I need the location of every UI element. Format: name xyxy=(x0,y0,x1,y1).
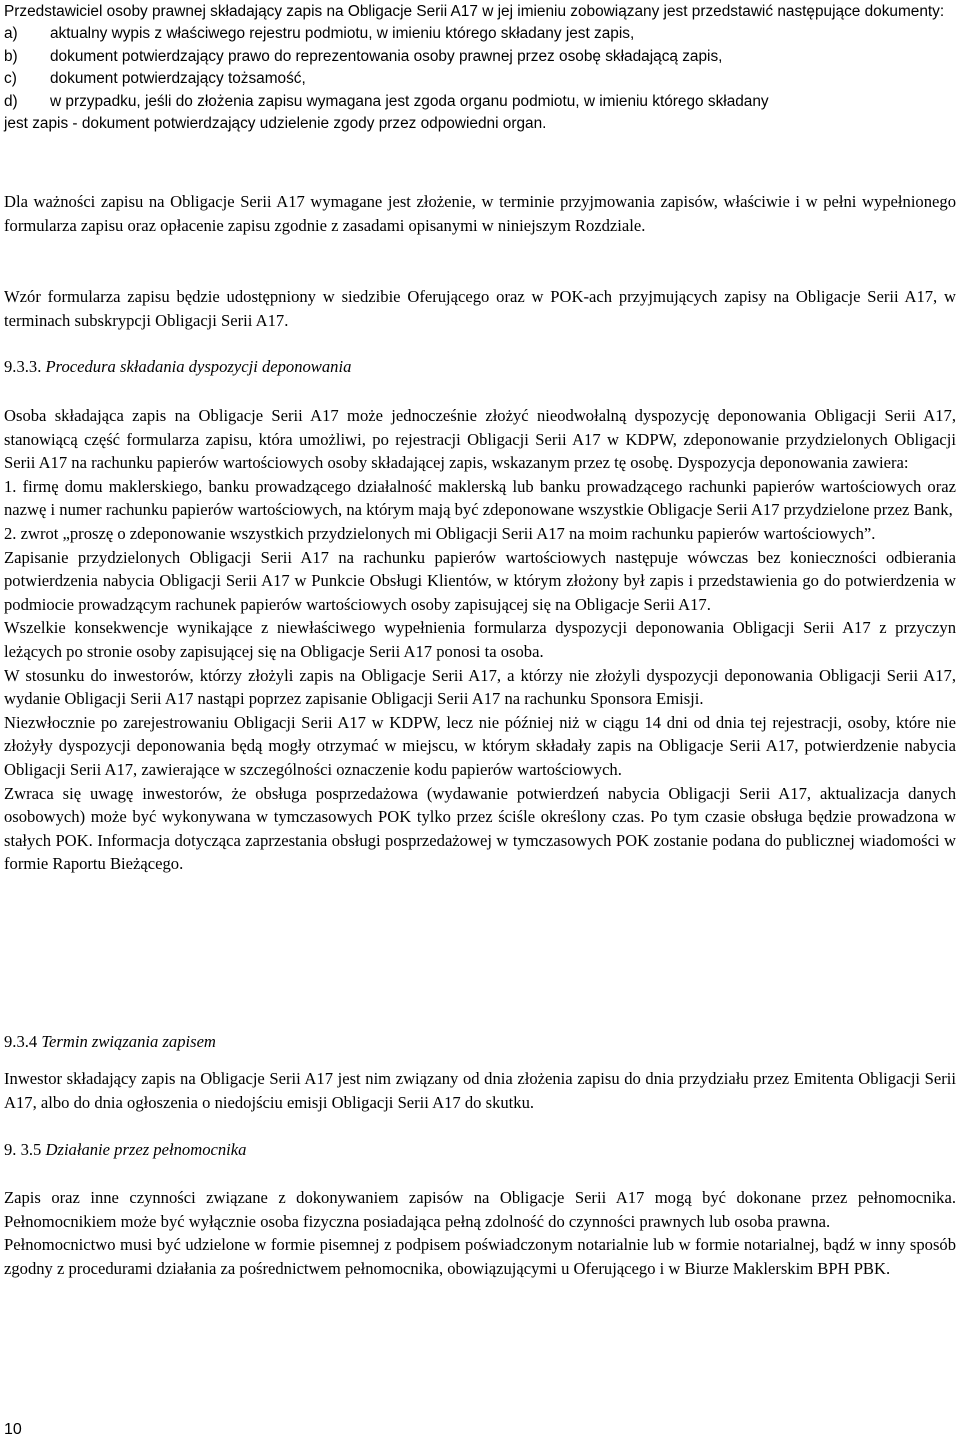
paragraph xyxy=(4,285,956,332)
list-text: dokument potwierdzający prawo do reprezentowania osoby prawnej przez osobę składającą zapis, xyxy=(50,47,723,65)
list-marker: b) xyxy=(4,47,18,65)
paragraph-text: Pełnomocnictwo musi być udzielone w formie pisemnej z podpisem poświadczonym notarialnie lub w formie notarialnej, bądź w inny sposób zgodny z procedurami działania za pośrednictwem pełnomocnika, obowiązującymi u Oferującego i w Biurze Maklerskim BPH PBK. xyxy=(4,1235,956,1278)
section-heading-934 xyxy=(4,1030,956,1054)
paragraph-text: Wszelkie konsekwencje wynikające z niewłaściwego wypełnienia formularza dyspozycji deponowania Obligacji Serii A17 z przyczyn leżących po stronie osoby zapisującej się na Obligacje Serii A17 ponosi ta osoba. xyxy=(4,618,956,661)
list-marker: c) xyxy=(4,70,17,88)
page-number: 10 xyxy=(4,1421,22,1438)
paragraph xyxy=(4,190,956,237)
paragraph-text: Osoba składająca zapis na Obligacje Serii A17 może jednocześnie złożyć nieodwołalną dyspozycję deponowania Obligacji Serii A17, stanowiącą część formularza zapisu, która umożliwi, po rejestracji Obligacji Serii A17 w KDPW, zdeponowanie przydzielonych Obligacji Serii A17 na rachunku papierów wartościowych osoby składającej zapis, wskazanym przez tę osobę. Dyspozycja deponowania zawiera: xyxy=(4,406,956,473)
paragraph-text: Zapisanie przydzielonych Obligacji Serii A17 na rachunku papierów wartościowych następuje wówczas bez konieczności odbierania potwierdzenia nabycia Obligacji Serii A17 w Punkcie Obsługi Klientów, w którym złożony był zapis i przedstawienia go do potwierdzenia w podmiocie prowadzącym rachunek papierów wartościowych osoby zapisującej się na Obligacje Serii A17. xyxy=(4,547,956,614)
list-text: aktualny wypis z właściwego rejestru podmiotu, w imieniu którego składany jest zapis, xyxy=(50,25,635,43)
paragraph-text: Wzór formularza zapisu będzie udostępniony w siedzibie Oferującego oraz w POK-ach przyjmujących zapisy na Obligacje Serii A17, w terminach subskrypcji Obligacji Serii A17. xyxy=(4,287,956,330)
list-item xyxy=(4,46,956,68)
intro-lead: Przedstawiciel osoby prawnej składający zapis na Obligacje Serii A17 w jej imieniu zobowiązany jest przedstawić następujące dokumenty: xyxy=(4,3,945,20)
paragraph-text: Zapis oraz inne czynności związane z dokonywaniem zapisów na Obligacje Serii A17 mogą być dokonane przez pełnomocnika. Pełnomocnikiem może być wyłącznie osoba fizyczna posiadająca pełną zdolność do czynności prawnych lub osoba prawna. xyxy=(4,1188,956,1231)
paragraph-text: Zwraca się uwagę inwestorów, że obsługa posprzedażowa (wydawanie potwierdzeń nabycia Obligacji Serii A17, aktualizacja danych osobowych) może być wykonywana w tymczasowych POK tylko przez ściśle określony czas. Po tym czasie obsługa będzie prowadzona w stałych POK. Informacja dotycząca zaprzestania obsługi posprzedażowej w tymczasowych POK zostanie podana do publicznej wiadomości w formie Raportu Bieżącego. xyxy=(4,783,956,874)
section-933-body xyxy=(4,404,956,876)
section-title: Termin związania zapisem xyxy=(41,1032,216,1051)
paragraph-text: W stosunku do inwestorów, którzy złożyli zapis na Obligacje Serii A17, a którzy nie złożyli dyspozycji deponowania Obligacji Serii A17, wydanie Obligacji Serii A17 nastąpi poprzez zapisanie Obligacji Serii A17 na rachunku Sponsora Emisji. xyxy=(4,665,956,709)
section-title: Procedura składania dyspozycji deponowania xyxy=(45,357,352,376)
list-item xyxy=(4,68,956,90)
list-item xyxy=(4,91,956,113)
section-935-body xyxy=(4,1186,956,1280)
section-heading-933 xyxy=(4,355,956,379)
section-number: 9.3.4 xyxy=(4,1032,38,1051)
section-heading-935 xyxy=(4,1138,956,1162)
section-title: Działanie przez pełnomocnika xyxy=(45,1140,247,1159)
paragraph-text: Inwestor składający zapis na Obligacje Serii A17 jest nim związany od dnia złożenia zapisu do dnia przydziału przez Emitenta Obligacji Serii A17, albo do dnia ogłoszenia o niedojściu emisji Obligacji Serii A17 do skutku. xyxy=(4,1069,956,1112)
section-number: 9.3.3. xyxy=(4,357,42,376)
list-marker: a) xyxy=(4,25,18,43)
list-text: dokument potwierdzający tożsamość, xyxy=(50,70,306,88)
paragraph-text: 1. firmę domu maklerskiego, banku prowadzącego działalność maklerską lub banku prowadzącego rachunki papierów wartościowych oraz nazwę i numer rachunku papierów wartościowych, na którym mają być zdeponowane wszystkie Obligacje Serii A17 przydzielone przez Bank, xyxy=(4,476,956,520)
list-marker: d) xyxy=(4,92,18,110)
paragraph-text: 2. zwrot „proszę o zdeponowanie wszystkich przydzielonych mi Obligacji Serii A17 na moim rachunku papierów wartościowych”. xyxy=(4,523,876,543)
intro-block xyxy=(4,1,956,135)
section-number: 9. 3.5 xyxy=(4,1140,42,1159)
list-text: w przypadku, jeśli do złożenia zapisu wymagana jest zgoda organu podmiotu, w imieniu którego składany xyxy=(50,92,769,110)
section-934-body xyxy=(4,1067,956,1114)
intro-continuation: jest zapis - dokument potwierdzający udzielenie zgody przez odpowiedni organ. xyxy=(4,115,547,133)
paragraph-text: Dla ważności zapisu na Obligacje Serii A17 wymagane jest złożenie, w terminie przyjmowania zapisów, właściwie i w pełni wypełnionego formularza zapisu oraz opłacenie zapisu zgodnie z zasadami opisanymi w niniejszym Rozdziale. xyxy=(4,192,956,235)
paragraph-text: Niezwłocznie po zarejestrowaniu Obligacji Serii A17 w KDPW, lecz nie później niż w ciągu 14 dni od dnia tej rejestracji, osoby, które nie złożyły dyspozycji deponowania będą mogły otrzymać w miejscu, w którym składały zapis na Obligacje Serii A17, potwierdzenie nabycia Obligacji Serii A17, zawierające w szczególności oznaczenie kodu papierów wartościowych. xyxy=(4,712,956,779)
list-item xyxy=(4,23,956,45)
